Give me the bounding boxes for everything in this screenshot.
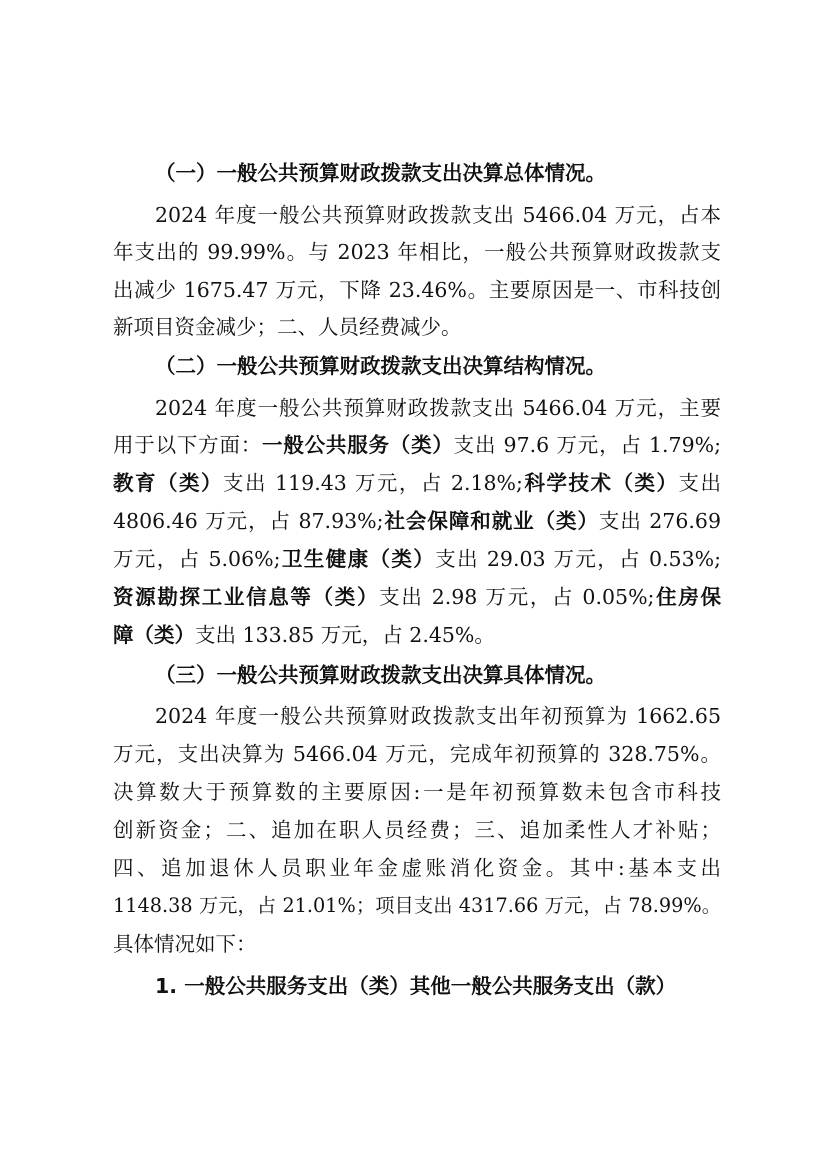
section-2-paragraph-line — [113, 579, 721, 615]
text-run: 4806.46 万元，占 87.93%; — [113, 509, 384, 533]
text-run: 支出 119.43 万元，占 2.18%; — [223, 471, 523, 495]
section-1-paragraph-line: 年支出的 99.99%。与 2023 年相比，一般公共预算财政拨款支 — [113, 240, 721, 264]
section-3-heading: （三）一般公共预算财政拨款支出决算具体情况。 — [155, 663, 606, 687]
section-1-paragraph-line: 新项目资金减少；二、人员经费减少。 — [113, 315, 462, 339]
section-3-paragraph-line: 四、追加退休人员职业年金虚账消化资金。其中:基本支出 — [113, 856, 721, 880]
section-2-paragraph-line — [113, 541, 721, 577]
category-label: 资源勘探工业信息等（类） — [113, 585, 380, 609]
section-3-paragraph-line: 万元，支出决算为 5466.04 万元，完成年初预算的 328.75%。 — [113, 742, 721, 766]
section-2-heading: （二）一般公共预算财政拨款支出决算结构情况。 — [155, 354, 606, 378]
text-run: 支出 97.6 万元，占 1.79%; — [453, 433, 721, 457]
section-2-paragraph-line — [113, 465, 721, 501]
category-label: 教育（类） — [113, 471, 224, 495]
category-label: 一般公共服务（类） — [262, 433, 454, 457]
section-3-paragraph-line: 1148.38 万元，占 21.01%；项目支出 4317.66 万元，占 78.99%。 — [113, 894, 721, 917]
section-3-paragraph-line: 2024 年度一般公共预算财政拨款支出年初预算为 1662.65 — [155, 704, 721, 728]
section-2-paragraph-line — [113, 503, 721, 539]
category-label: 住房保 — [654, 585, 721, 609]
text-run: 支出 — [678, 471, 721, 495]
section-1-heading: （一）一般公共预算财政拨款支出决算总体情况。 — [155, 161, 606, 185]
category-label: 障（类） — [113, 623, 195, 647]
text-run: 支出 2.98 万元，占 0.05%; — [379, 585, 655, 609]
section-2-paragraph-line: 2024 年度一般公共预算财政拨款支出 5466.04 万元，主要 — [155, 396, 721, 420]
text-run: 支出 29.03 万元，占 0.53%; — [435, 547, 721, 571]
section-3-paragraph-line: 创新资金；二、追加在职人员经费；三、追加柔性人才补贴； — [113, 818, 721, 842]
section-1-paragraph-line: 出减少 1675.47 万元，下降 23.46%。主要原因是一、市科技创 — [113, 278, 721, 302]
category-label: 社会保障和就业（类） — [383, 509, 599, 533]
text-run: 支出 133.85 万元，占 2.45%。 — [195, 623, 495, 647]
section-2-paragraph-line — [113, 427, 721, 463]
item-1-heading: 1. 一般公共服务支出（类）其他一般公共服务支出（款） — [155, 974, 677, 998]
text-run: 用于以下方面： — [113, 433, 263, 457]
section-2-paragraph-line — [113, 617, 495, 653]
text-run: 万元，占 5.06%; — [113, 547, 281, 571]
section-3-paragraph-line: 具体情况如下： — [113, 932, 257, 956]
section-3-paragraph-line: 决算数大于预算数的主要原因:一是年初预算数未包含市科技 — [113, 780, 721, 804]
text-run: 支出 276.69 — [598, 509, 721, 533]
section-1-paragraph-line: 2024 年度一般公共预算财政拨款支出 5466.04 万元，占本 — [155, 203, 721, 227]
category-label: 科学技术（类） — [522, 471, 679, 495]
category-label: 卫生健康（类） — [280, 547, 436, 571]
